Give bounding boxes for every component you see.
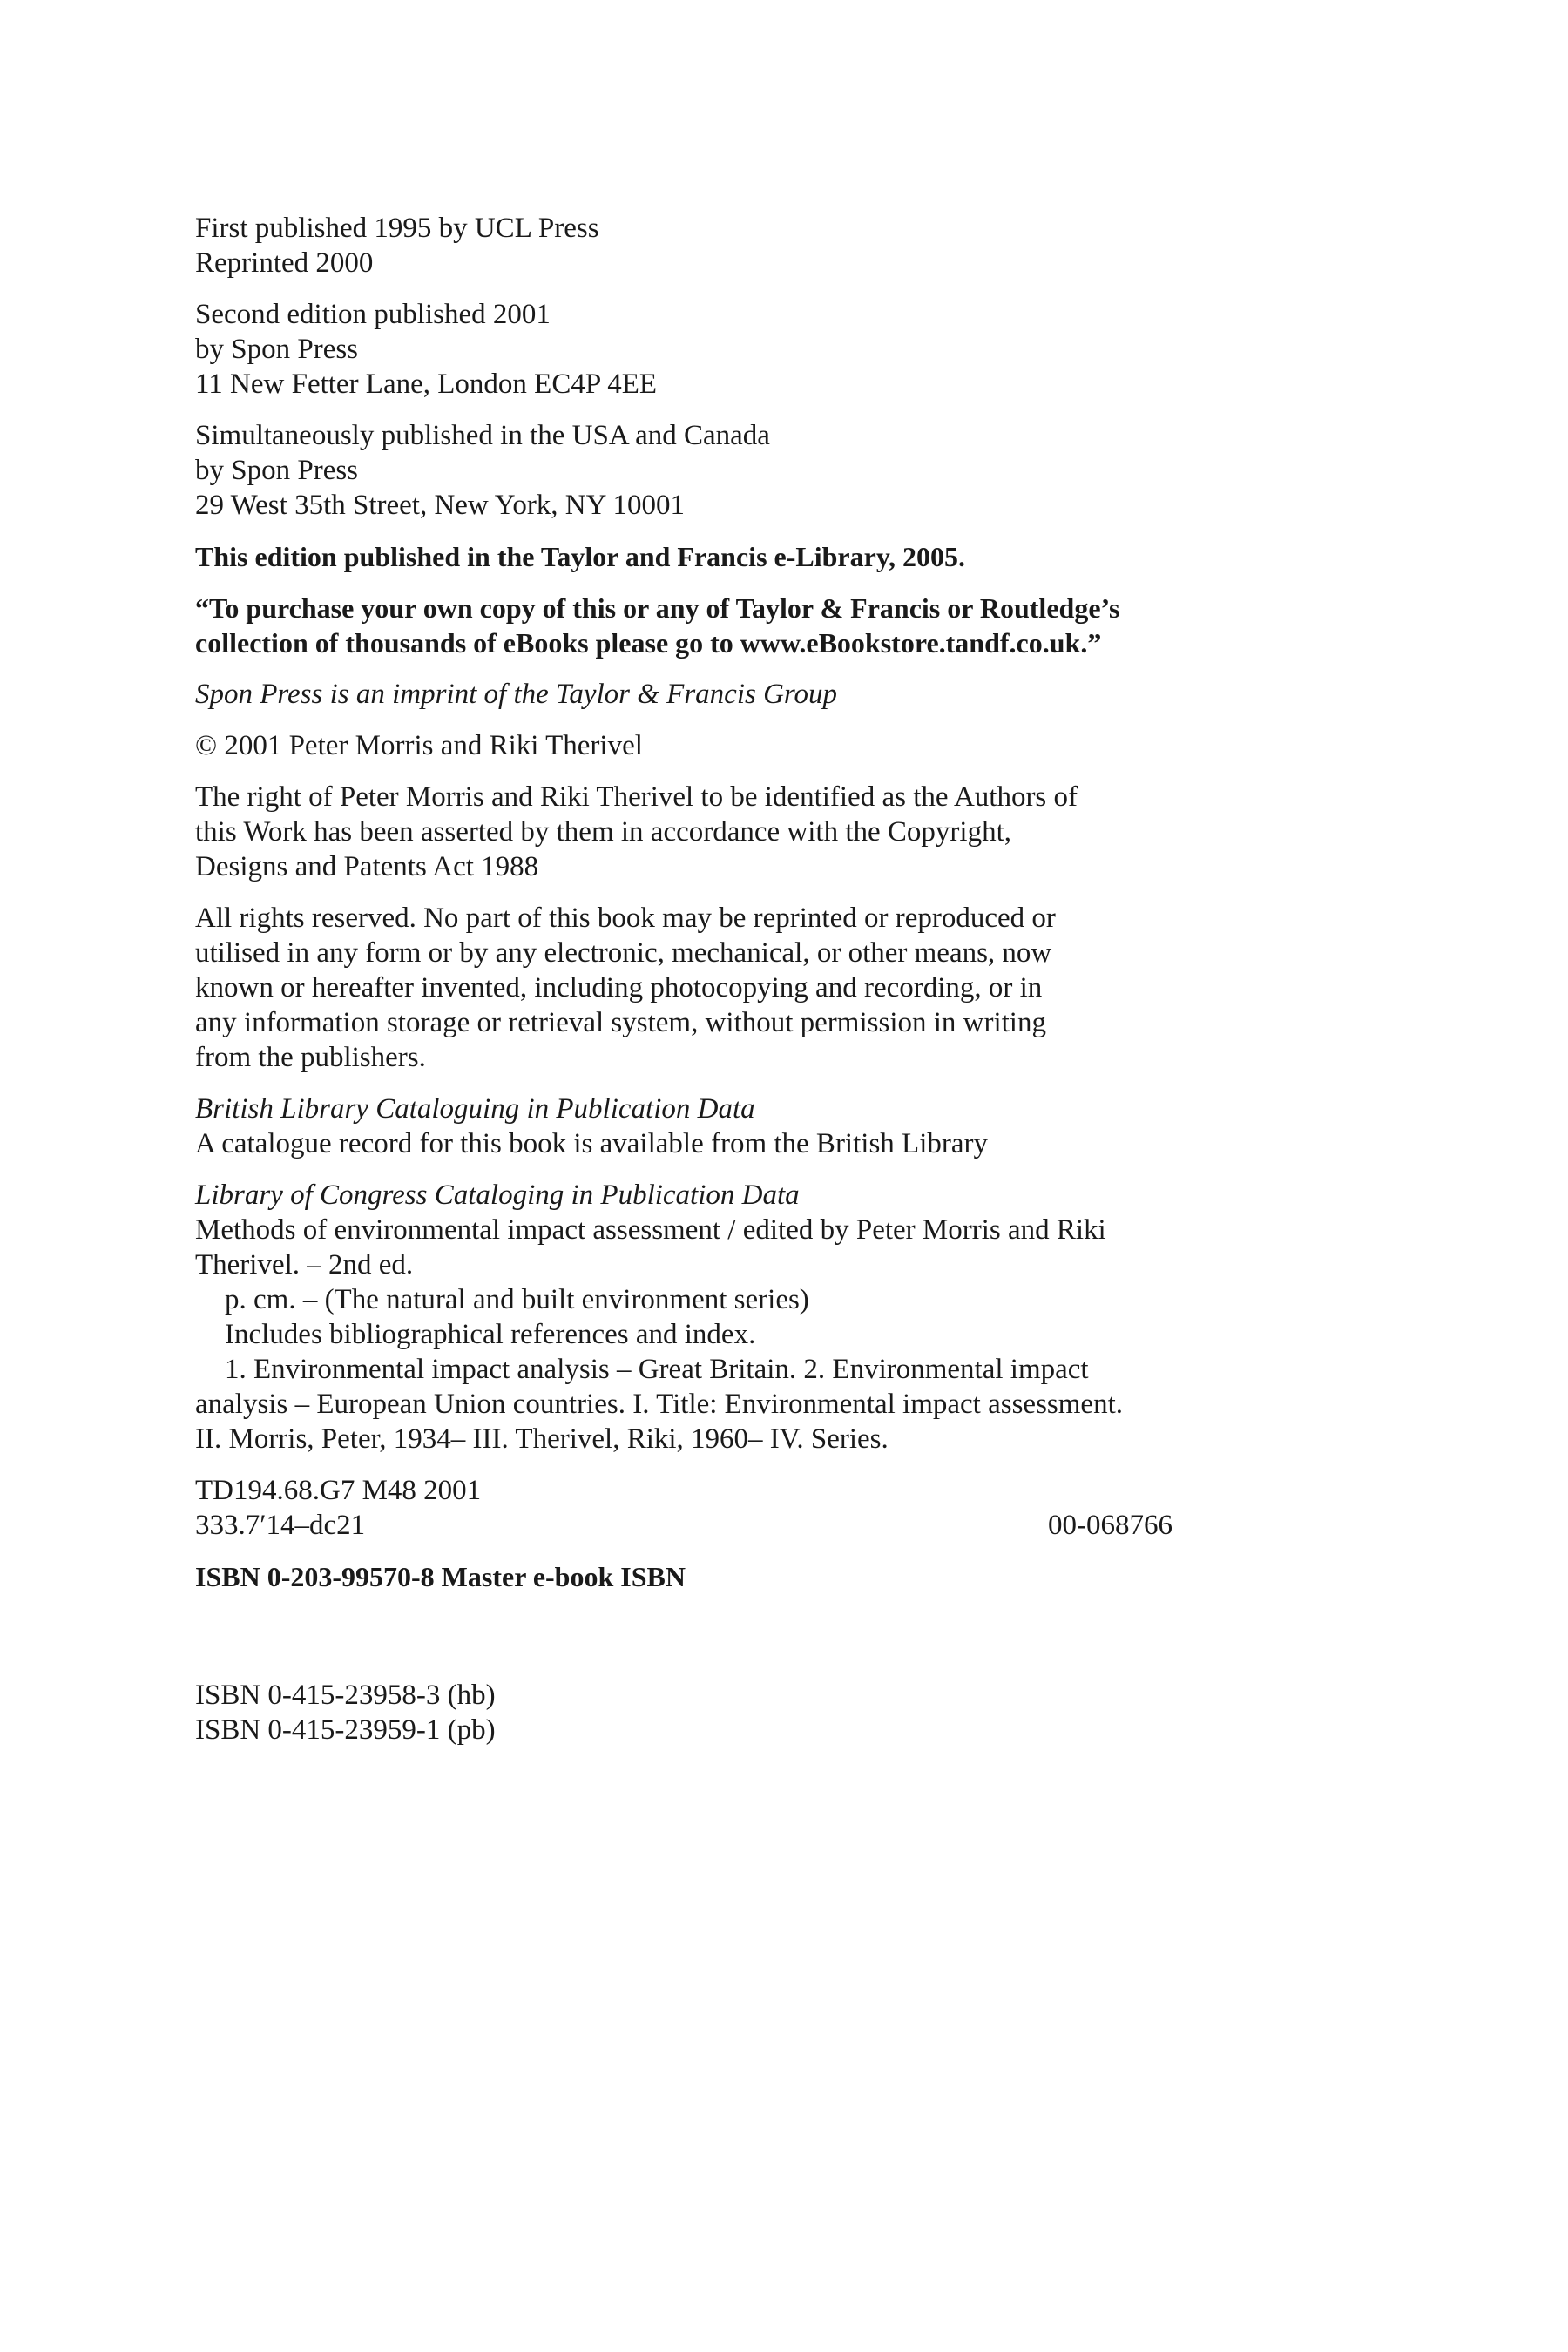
second-edition xyxy=(195,297,1179,402)
print-isbns xyxy=(195,1678,1179,1747)
library-of-congress-cip: Library of Congress Cataloging in Publication Data Methods of environmental impact assessment / edited by Peter Morris and Riki Therivel. – 2nd ed. p. cm. – (The natural and built environment series) Includes bibliographical references and index. 1. Environmental impact analysis – Great Britain. 2. Environmental impact analysis – European Union countries. I. Title: Environmental impact assessment. II. Morris, Peter, 1934– III. Therivel, Riki, 1960– IV. Series. xyxy=(195,1178,1179,1456)
simultaneous-publisher: by Spon Press xyxy=(195,455,359,486)
ebook-edition-note: This edition published in the Taylor and Francis e-Library, 2005. xyxy=(195,541,966,572)
publication-history xyxy=(195,211,1179,280)
classification xyxy=(195,1473,1179,1543)
second-edition-publisher: by Spon Press xyxy=(195,334,359,365)
purchase-note: “To purchase your own copy of this or any of Taylor & Francis or Routledge’s collection of thousands of eBooks please go to www.eBookstore.tandf.co.uk.” xyxy=(195,592,1120,659)
call-number: TD194.68.G7 M48 2001 xyxy=(195,1475,482,1506)
usa-canada-publication xyxy=(195,418,1179,523)
simultaneous-address: 29 West 35th Street, New York, NY 10001 xyxy=(195,490,685,521)
all-rights-reserved: All rights reserved. No part of this book may be reprinted or reproduced or utilised in any form or by any electronic, mechanical, or other means, now known or hereafter invented, including photocopying and recording, or in any information storage or retrieval system, without permission in writing from the publishers. xyxy=(195,902,1056,1073)
copyright-notice: © 2001 Peter Morris and Riki Therivel xyxy=(195,730,643,761)
isbn-paperback: ISBN 0-415-23959-1 (pb) xyxy=(195,1714,496,1746)
lccn: 00-068766 xyxy=(1048,1510,1173,1541)
british-library-heading: British Library Cataloguing in Publication Data xyxy=(195,1093,755,1125)
master-isbn: ISBN 0-203-99570-8 Master e-book ISBN xyxy=(195,1561,686,1592)
british-library-record: A catalogue record for this book is available from the British Library xyxy=(195,1128,988,1159)
moral-rights: The right of Peter Morris and Riki Therivel to be identified as the Authors of this Work has been asserted by them in accordance with the Copyright, Designs and Patents Act 1988 xyxy=(195,781,1078,882)
dewey-row xyxy=(195,1508,1173,1543)
dewey-number: 333.7′14–dc21 xyxy=(195,1510,366,1541)
isbn-hardback: ISBN 0-415-23958-3 (hb) xyxy=(195,1680,496,1711)
simultaneous-line: Simultaneously published in the USA and Canada xyxy=(195,420,770,451)
imprint-note: Spon Press is an imprint of the Taylor & Francis Group xyxy=(195,679,838,710)
second-edition-line: Second edition published 2001 xyxy=(195,299,551,330)
british-library-cip xyxy=(195,1092,1179,1161)
reprinted: Reprinted 2000 xyxy=(195,247,374,279)
second-edition-address: 11 New Fetter Lane, London EC4P 4EE xyxy=(195,368,658,400)
first-published: First published 1995 by UCL Press xyxy=(195,213,599,244)
loc-heading: Library of Congress Cataloging in Publication Data xyxy=(195,1179,800,1211)
copyright-page xyxy=(195,211,1179,1764)
